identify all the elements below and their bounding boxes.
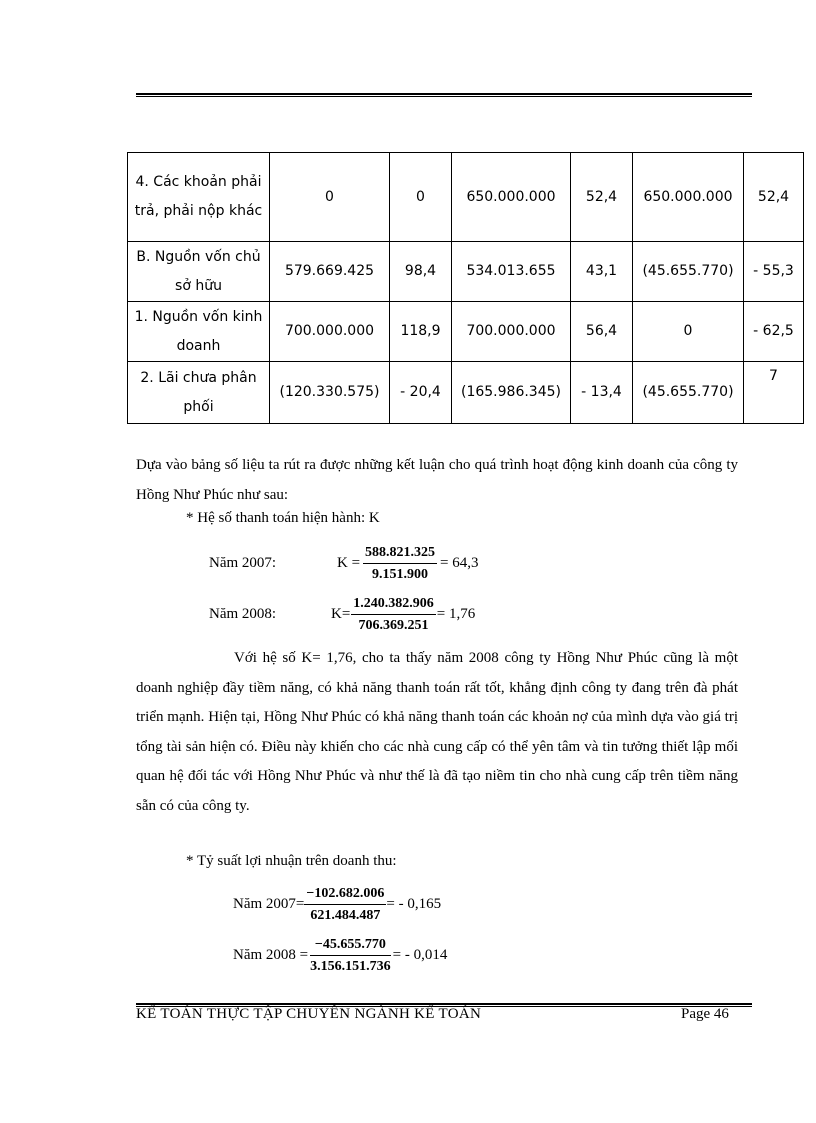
table-cell: 0: [390, 153, 452, 242]
numerator: 588.821.325: [363, 544, 437, 564]
result: = - 0,165: [386, 895, 442, 912]
table-cell: 650.000.000: [452, 153, 571, 242]
denominator: 3.156.151.736: [310, 959, 391, 974]
fraction: [304, 885, 386, 924]
table-cell: 118,9: [390, 302, 452, 362]
denominator: 9.151.900: [372, 567, 429, 582]
year-label: Năm 2008 =: [233, 946, 309, 963]
table-cell: 534.013.655: [452, 242, 571, 302]
table-cell: 0: [270, 153, 390, 242]
fraction: [351, 595, 436, 634]
denominator: 621.484.487: [310, 908, 381, 923]
table-cell: 700.000.000: [452, 302, 571, 362]
page-number: Page 46: [681, 1006, 729, 1022]
financial-table: [127, 152, 804, 424]
variable: K=: [331, 605, 351, 622]
table-cell: (45.655.770): [633, 242, 744, 302]
year-label: Năm 2007=: [233, 895, 305, 912]
table-cell: 98,4: [390, 242, 452, 302]
table-row: [128, 153, 804, 242]
table-cell: 43,1: [571, 242, 633, 302]
table-cell: 52,4: [744, 153, 804, 242]
fraction: [363, 544, 437, 583]
row-label: 2. Lãi chưa phân phối: [128, 362, 270, 424]
denominator: 706.369.251: [358, 618, 429, 633]
result: = - 0,014: [392, 946, 448, 963]
table-cell: (165.986.345): [452, 362, 571, 424]
row-label: B. Nguồn vốn chủ sở hữu: [128, 242, 270, 302]
fraction: [310, 936, 391, 975]
table-cell: 7: [744, 362, 804, 424]
numerator: −102.682.006: [304, 885, 386, 905]
table-cell: 0: [633, 302, 744, 362]
numerator: −45.655.770: [310, 936, 391, 956]
header-rule: [136, 93, 752, 97]
ratio2-heading: * Tỷ suất lợi nhuận trên doanh thu:: [186, 853, 397, 869]
table-cell: - 55,3: [744, 242, 804, 302]
table-cell: 700.000.000: [270, 302, 390, 362]
year-label: Năm 2008:: [209, 605, 277, 622]
table-cell: 650.000.000: [633, 153, 744, 242]
ratio1-heading: * Hệ số thanh toán hiện hành: K: [186, 510, 380, 526]
row-label: 1. Nguồn vốn kinh doanh: [128, 302, 270, 362]
variable: K =: [337, 554, 361, 571]
formula-2007: [209, 544, 479, 583]
numerator: 1.240.382.906: [351, 595, 436, 615]
table-cell: - 13,4: [571, 362, 633, 424]
table-row: [128, 242, 804, 302]
table-row: [128, 302, 804, 362]
profit-formula-2007: [233, 885, 441, 924]
year-label: Năm 2007:: [209, 554, 277, 571]
intro-paragraph: Dựa vào bảng số liệu ta rút ra được những kết luận cho quá trình hoạt động kinh doanh của công ty Hồng Như Phúc như sau:: [136, 457, 738, 503]
table-cell: 579.669.425: [270, 242, 390, 302]
table-cell: - 62,5: [744, 302, 804, 362]
profit-formula-2008: [233, 936, 447, 975]
table-cell: - 20,4: [390, 362, 452, 424]
formula-2008: [209, 595, 475, 634]
row-label: 4. Các khoản phải trả, phải nộp khác: [128, 153, 270, 242]
footer-title: KẾ TOÁN THỰC TẬP CHUYÊN NGÀNH KẾ TOÁN: [136, 1006, 482, 1022]
table-cell: (120.330.575): [270, 362, 390, 424]
result: = 1,76: [436, 605, 476, 622]
table-cell: 56,4: [571, 302, 633, 362]
analysis-paragraph: Với hệ số K= 1,76, cho ta thấy năm 2008 công ty Hồng Như Phúc cũng là một doanh nghiệp đầy tiềm năng, có khả năng thanh toán rất tốt, khẳng định công ty đang trên đà phát triển mạnh. Hiện tại, Hồng Như Phúc có khả năng thanh toán các khoản nợ của mình dựa vào giá trị tổng tài sản hiện có. Điều này khiến cho các nhà cung cấp có thể yên tâm và tin tưởng thiết lập mối quan hệ đối tác với Hồng Như Phúc và như thế là đã tạo niềm tin cho nhà cung cấp trên tiềm năng sẵn có của công ty.: [136, 650, 738, 814]
table-row: [128, 362, 804, 424]
table-cell: (45.655.770): [633, 362, 744, 424]
table-cell: 52,4: [571, 153, 633, 242]
result: = 64,3: [440, 554, 479, 571]
